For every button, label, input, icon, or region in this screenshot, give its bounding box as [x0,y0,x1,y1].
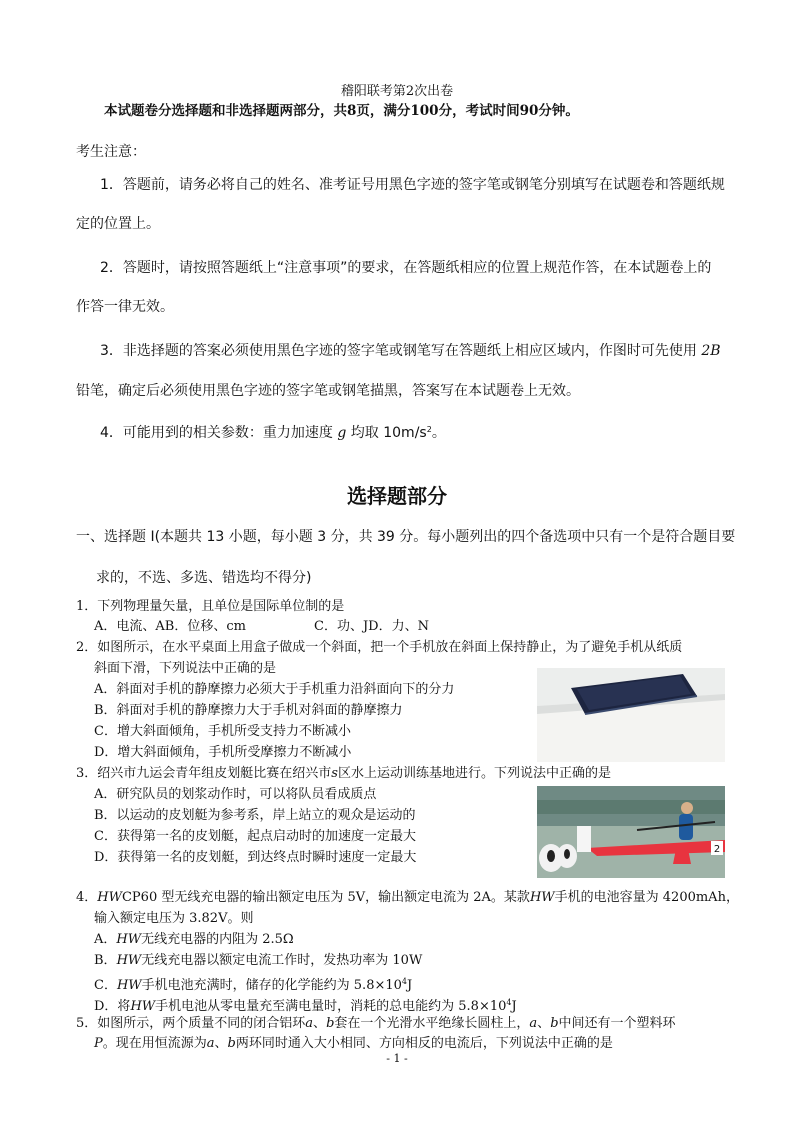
page-number: - 1 - [386,1052,408,1065]
question-1-options-cd: C．功、JD．力、N [314,619,429,634]
question-3-option-b: B．以运动的皮划艇为参考系，岸上站立的观众是运动的 [94,808,416,823]
question-2-option-a: A．斜面对手机的静摩擦力必须大于手机重力沿斜面向下的分力 [94,682,455,697]
question-2-stem-cont: 斜面下滑，下列说法中正确的是 [94,661,277,676]
question-3-option-a: A．研究队员的划浆动作时，可以将队员看成质点 [94,787,377,802]
notice-item-3-cont: 铅笔，确定后必须使用黑色字迹的签字笔或钢笔描黑，答案写在本试题卷上无效。 [76,383,580,399]
question-4-option-a: A．HW无线充电器的内阻为 2.5Ω [94,932,294,947]
question-4-stem: 4．HWCP60 型无线充电器的输出额定电压为 5V，输出额定电流为 2A。某款HW手机的电池容量为 4200mAh， [76,890,739,905]
part1-heading-cont: 求的，不选、多选、错选均不得分) [96,570,312,586]
page-title: 稽阳联考第2次出卷 [340,84,454,99]
notice-item-1: 1．答题前，请务必将自己的姓名、准考证号用黑色字迹的签字笔或钢笔分别填写在试题卷和答题纸规 [100,177,725,193]
paddler-head [681,802,693,814]
exam-intro: 本试题卷分选择题和非选择题两部分，共8页，满分100分，考试时间90分钟。 [104,103,579,119]
notice-item-2: 2．答题时，请按照答题纸上“注意事项”的要求，在答题纸相应的位置上规范作答，在本试题卷上的 [100,260,712,276]
question-1-options-ab: A．电流、AB．位移、cm [94,619,246,634]
paddler-body [679,814,693,840]
phone-on-box-illustration [537,668,725,762]
section-title: 选择题部分 [347,484,447,508]
question-4-option-c: C．HW手机电池充满时，储存的化学能约为 $5.8\times 10^4J$ [94,977,413,993]
question-4-stem-cont: 输入额定电压为 3.82V。则 [94,911,254,926]
notice-item-3: 3．非选择题的答案必须使用黑色字迹的签字笔或钢笔写在答题纸上相应区域内，作图时可先使用 2B [100,343,721,359]
notice-heading: 考生注意： [76,144,146,160]
notice-item-1-cont: 定的位置上。 [76,216,160,232]
boat-number: 2 [713,844,721,855]
question-5-stem: 5．如图所示，两个质量不同的闭合铝环a、b套在一个光滑水平绝缘长圆柱上，a、b中间还有一个塑料环 [76,1016,676,1031]
notice-item-4: 4．可能用到的相关参数：重力加速度 g 均取 $10m/s^2$。 [100,425,446,441]
kayak-photo-figure [537,786,725,878]
question-3-stem: 3．绍兴市九运会青年组皮划艇比赛在绍兴市s区水上运动训练基地进行。下列说法中正确的是 [76,766,611,781]
question-2-option-c: C．增大斜面倾角，手机所受支持力不断减小 [94,724,351,739]
question-3-option-c: C．获得第一名的皮划艇，起点启动时的加速度一定最大 [94,829,416,844]
phone-on-box-figure [537,668,725,762]
question-4-option-d: D．将HW手机电池从零电量充至满电量时，消耗的总电能约为 $5.8\times 10^4J$ [94,998,517,1014]
question-2-option-d: D．增大斜面倾角，手机所受摩擦力不断减小 [94,745,352,760]
question-3-option-d: D．获得第一名的皮划艇，到达终点时瞬时速度一定最大 [94,850,417,865]
part1-heading: 一、选择题 I(本题共 13 小题，每小题 3 分，共 39 分。每小题列出的四个备选项中只有一个是符合题目要 [76,529,736,545]
question-5-stem-cont: P。现在用恒流源为a、b两环同时通入大小相同、方向相反的电流后，下列说法中正确的是 [94,1036,613,1051]
question-2-stem: 2．如图所示，在水平桌面上用盒子做成一个斜面，把一个手机放在斜面上保持静止，为了避免手机从纸质 [76,640,683,655]
notice-item-2-cont: 作答一律无效。 [76,299,174,315]
question-4-option-b: B．HW无线充电器以额定电流工作时，发热功率为 10W [94,953,423,968]
question-2-option-b: B．斜面对手机的静摩擦力大于手机对斜面的静摩擦力 [94,703,403,718]
question-1-stem: 1．下列物理量矢量，且单位是国际单位制的是 [76,599,345,614]
kayak-illustration [537,786,725,878]
